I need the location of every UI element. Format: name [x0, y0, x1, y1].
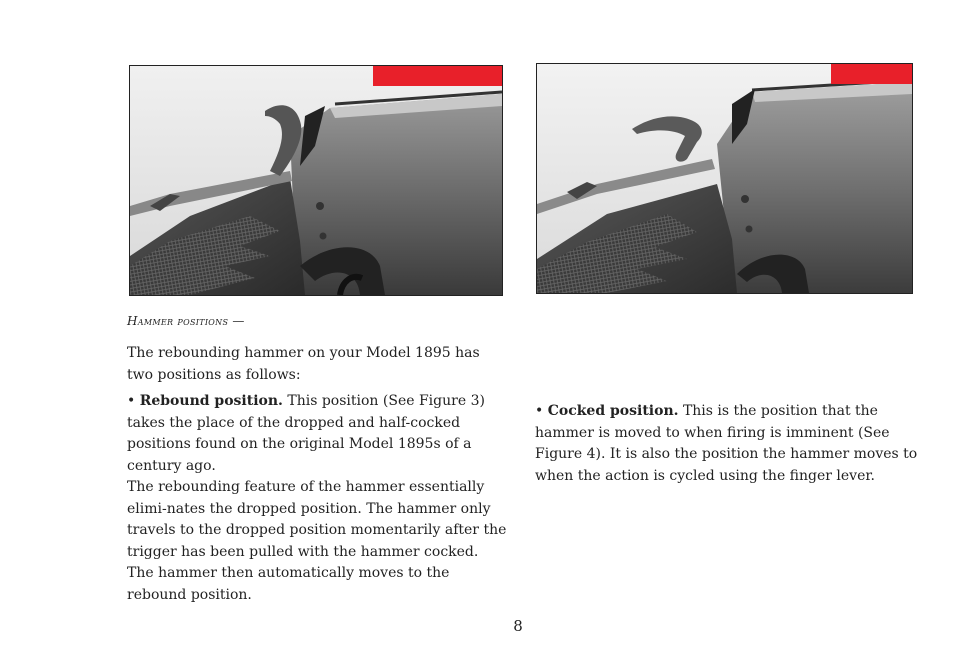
- cocked-text: This is the position that the hammer is moved to when firing is imminent (See Figure 4). It is also the position the hammer moves to when the action is cycled using the finger lever.: [535, 403, 918, 484]
- rifle-hammer-cocked-image: [537, 64, 912, 293]
- bullet: •: [535, 403, 544, 419]
- rebound-label: Rebound position.: [139, 393, 283, 409]
- intro-paragraph: The rebounding hammer on your Model 1895 has two positions as follows:: [127, 345, 480, 383]
- section-heading: Hammer positions —: [127, 314, 245, 328]
- cocked-label: Cocked position.: [547, 403, 679, 419]
- figure-3-photo: [129, 65, 503, 296]
- cocked-paragraph: [535, 401, 920, 487]
- rifle-hammer-rebound-image: [130, 66, 502, 295]
- figure-4-photo: [536, 63, 913, 294]
- bullet: •: [127, 393, 136, 409]
- rebound-paragraph: [127, 391, 507, 606]
- rebound-text-2: The rebounding feature of the hammer essentially elimi-nates the dropped position. The hammer only travels to the dropped position momentarily after the trigger has been pulled with the hammer cocked. The hammer then automatically moves to the rebound position.: [127, 479, 507, 603]
- rebound-text-1: This position (See Figure 3) takes the place of the dropped and half-cocked positions found on the original Model 1895s of a century ago.: [127, 393, 485, 474]
- page-number: 8: [513, 617, 523, 635]
- rebound-first-paragraph: [127, 391, 507, 477]
